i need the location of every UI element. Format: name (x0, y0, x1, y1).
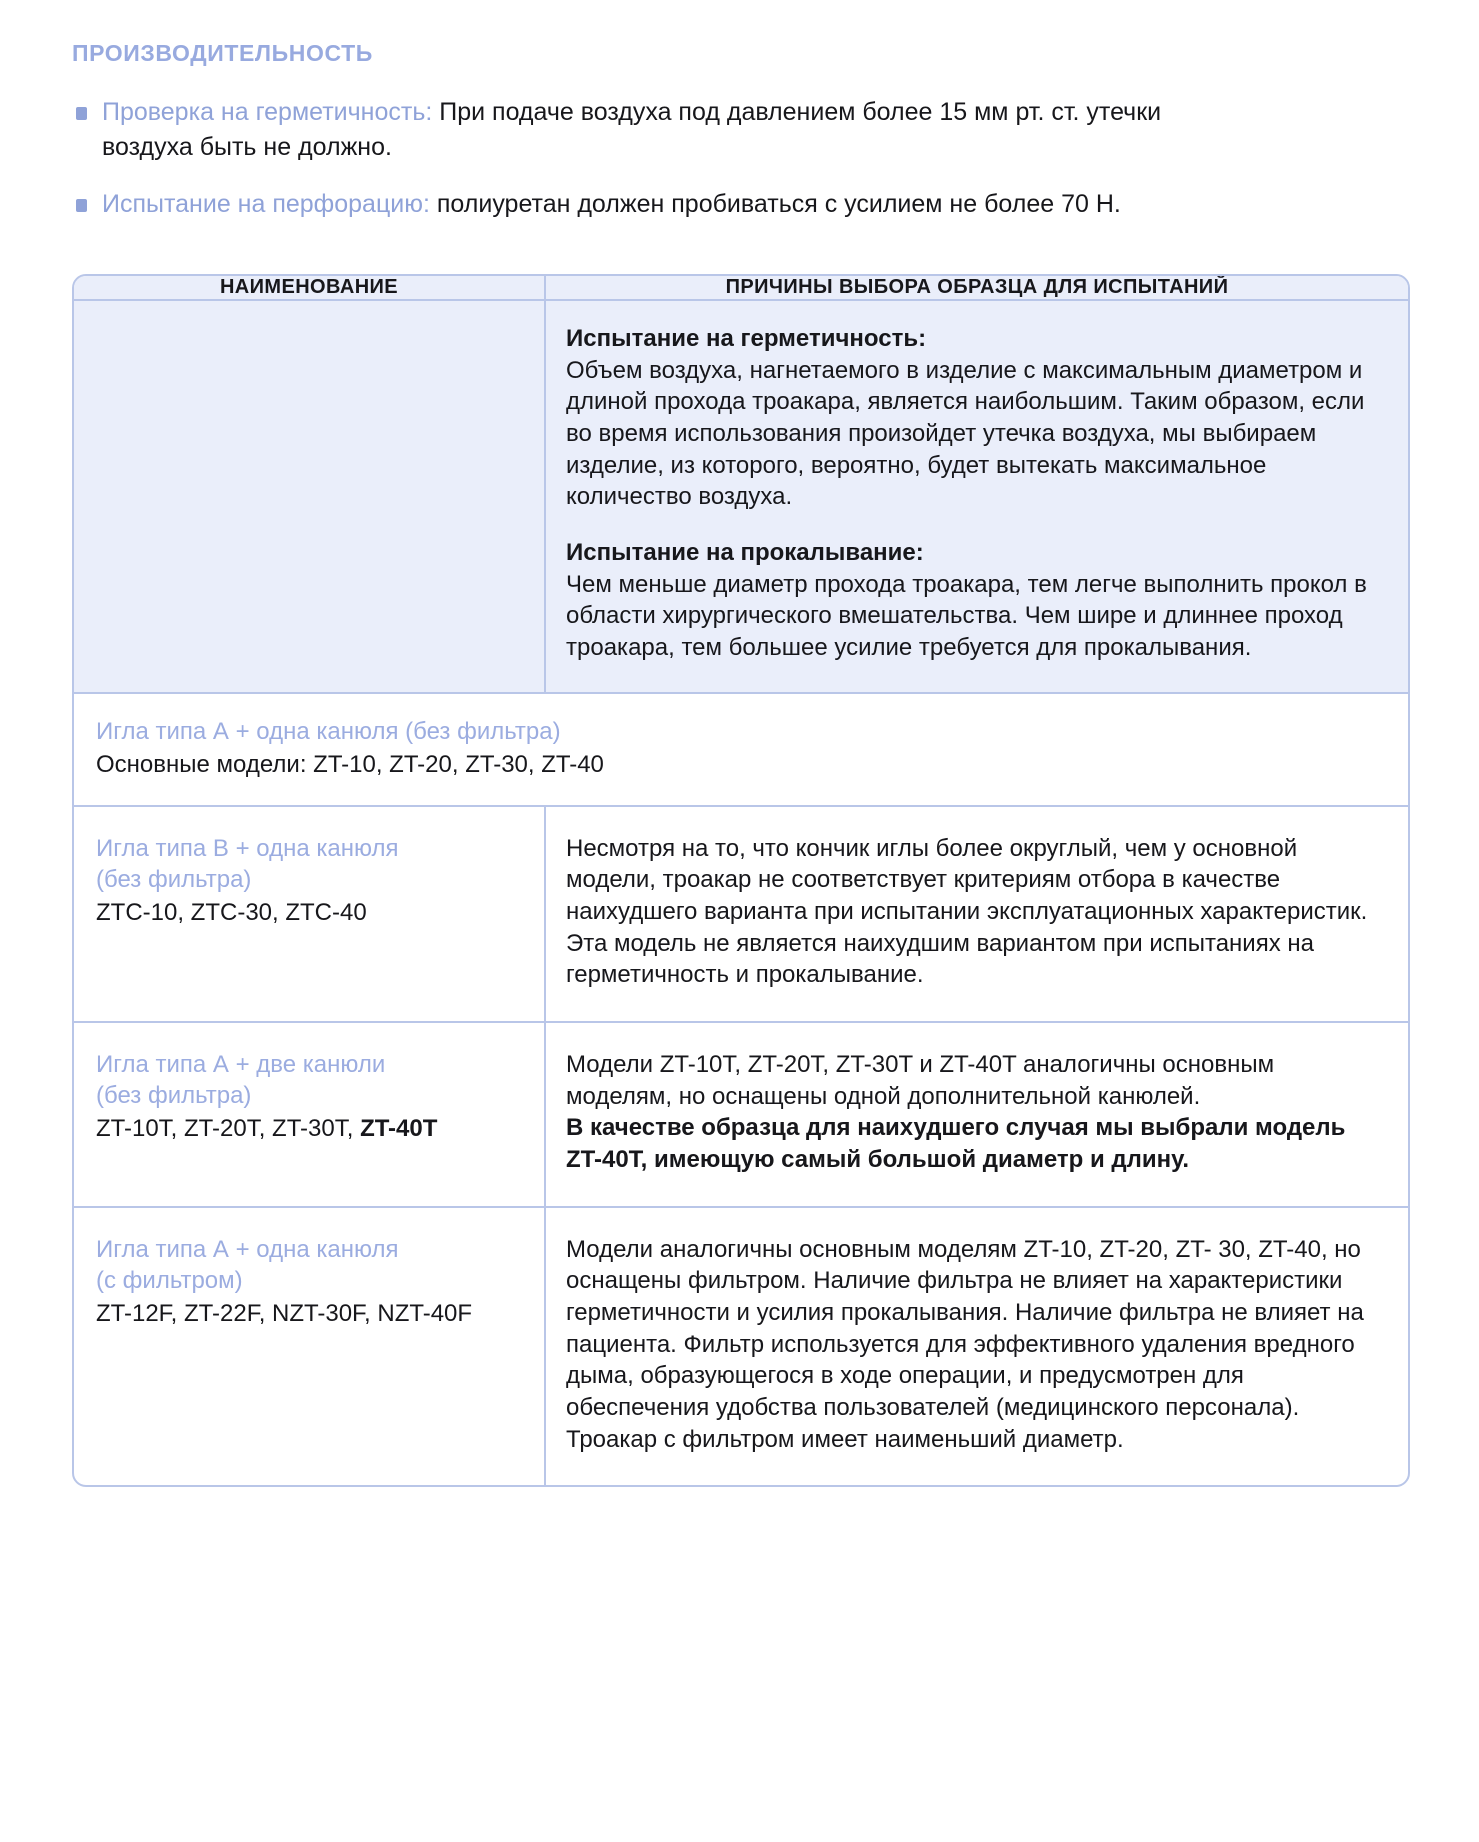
reason-paragraph-puncture (566, 537, 1378, 664)
table-row (74, 693, 1408, 806)
model-type-label: Игла типа А + одна канюля (96, 1235, 399, 1263)
model-filter-label: (с фильтром) (96, 1266, 243, 1294)
model-code-list (96, 1113, 520, 1145)
model-type-label: Игла типа В + одна канюля (96, 834, 399, 862)
cell-name-empty (74, 300, 545, 693)
cell-name-base-models (74, 693, 1408, 806)
column-header-name: НАИМЕНОВАНИЕ (74, 276, 545, 300)
table-row (74, 806, 1408, 1022)
cell-name-two-cannulas (74, 1022, 545, 1207)
reason-subtitle-puncture: Испытание на прокалывание: (566, 539, 924, 567)
list-item (72, 187, 1222, 222)
model-code-list: Основные модели: ZT-10, ZT-20, ZT-30, ZT-40 (96, 750, 604, 778)
cell-reason (545, 806, 1408, 1022)
cell-name-type-b (74, 806, 545, 1022)
column-header-reason: ПРИЧИНЫ ВЫБОРА ОБРАЗЦА ДЛЯ ИСПЫТАНИЙ (545, 276, 1408, 300)
reason-text: Несмотря на то, что кончик иглы более округлый, чем у основной модели, троакар не соответствует критериям отбора в качестве наихудшего варианта при испытании эксплуатационных характеристик. Эта модель не является наихудшим вариантом при испытаниях на герметичность и прокалывание. (566, 834, 1368, 989)
table-row (74, 300, 1408, 693)
cell-name-with-filter (74, 1207, 545, 1486)
model-filter-label: (без фильтра) (96, 865, 252, 893)
model-code-selected: ZT-40T (360, 1115, 438, 1143)
square-bullet-icon (76, 199, 87, 212)
cell-reason (545, 1022, 1408, 1207)
table-row (74, 1207, 1408, 1486)
bullet-lead-label: Испытание на перфорацию: (102, 190, 430, 218)
reason-text: Модели аналогичны основным моделям ZT-10, ZT-20, ZT- 30, ZT-40, но оснащены фильтром. Наличие фильтра не влияет на характеристики герметичности и усилия прокалывания. Наличие фильтра не влияет на пациента. Фильтр используется для эффективного удаления вредного дыма, образующегося в ходе операции, и предусмотрен для обеспечения удобства пользователей (медицинского персонала). Троакар с фильтром имеет наименьший диаметр. (566, 1235, 1364, 1453)
model-type-label: Игла типа А + одна канюля (без фильтра) (96, 717, 561, 745)
model-code-list: ZTC-10, ZTC-30, ZTC-40 (96, 898, 367, 926)
list-item (72, 95, 1222, 165)
bullet-body-text: полиуретан должен пробиваться с усилием не более 70 Н. (429, 190, 1121, 218)
model-codes-plain: ZT-10T, ZT-20T, ZT-30T, (96, 1115, 361, 1143)
reason-text: Модели ZT-10T, ZT-20T, ZT-30T и ZT-40T аналогичны основным моделям, но оснащены одной дополнительной канюлей. (566, 1050, 1275, 1110)
model-code-list: ZT-12F, ZT-22F, NZT-30F, NZT-40F (96, 1300, 473, 1327)
performance-bullet-list (72, 95, 1407, 222)
reason-subtitle-leak: Испытание на герметичность: (566, 325, 927, 352)
reason-text-puncture: Чем меньше диаметр прохода троакара, тем легче выполнить прокол в области хирургического вмешательства. Чем шире и длиннее проход троакара, тем большее усилие требуется для прокалывания. (566, 570, 1367, 662)
model-type-label: Игла типа А + две канюли (96, 1050, 386, 1078)
cell-reason (545, 300, 1408, 693)
reason-text-leak: Объем воздуха, нагнетаемого в изделие с максимальным диаметром и длиной прохода троакара, является наибольшим. Таким образом, если во время использования произойдет утечка воздуха, мы выбираем изделие, из которого, вероятно, будет вытекать максимальное количество воздуха. (566, 356, 1365, 511)
square-bullet-icon (76, 107, 87, 120)
reason-paragraph-leak (566, 323, 1378, 513)
reason-text-emphasis: В качестве образца для наихудшего случая мы выбрали модель ZT-40T, имеющую самый большой диаметр и длину. (566, 1114, 1346, 1173)
table-header-row (74, 276, 1408, 300)
specification-table (72, 274, 1410, 1487)
cell-reason (545, 1207, 1408, 1486)
page-title: ПРОИЗВОДИТЕЛЬНОСТЬ (72, 40, 373, 66)
table-row (74, 1022, 1408, 1207)
bullet-body-text: При подаче воздуха под давлением более 15 мм рт. ст. утечки воздуха быть не должно. (102, 98, 1162, 161)
model-filter-label: (без фильтра) (96, 1082, 252, 1110)
bullet-lead-label: Проверка на герметичность: (102, 98, 433, 126)
